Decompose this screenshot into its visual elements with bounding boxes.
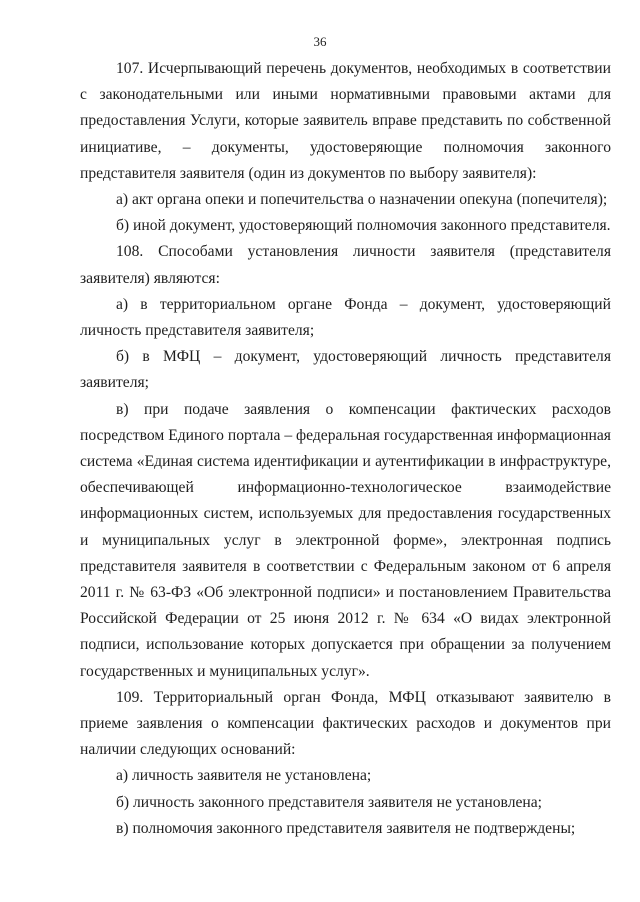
page-number: 36 (313, 34, 327, 49)
paragraph-109-item-a: а) личность заявителя не установлена; (116, 767, 372, 785)
document-body (80, 56, 611, 842)
paragraph-107-item-a: а) акт органа опеки и попечительства о назначении опекуна (попечителя); (116, 191, 608, 209)
paragraph-109-item-b: б) личность законного представителя заявителя не установлена; (116, 793, 543, 811)
paragraph-109: 109. Территориальный орган Фонда, МФЦ отказывают заявителю в приеме заявления о компенсации фактических расходов и документов при наличии следующих оснований: (80, 688, 611, 759)
paragraph-109-item-c: в) полномочия законного представителя заявителя не подтверждены; (116, 819, 576, 837)
paragraph-108-item-c: в) при подаче заявления о компенсации фактических расходов посредством Единого портала – федеральная государственная информационная система «Единая система идентификации и аутентификации в инфраструктуре, обеспечивающей информационно-технологическое взаимодействие информационных систем, используемых для предоставления государственных и муниципальных услуг в электронной форме», электронная подпись представителя заявителя в соответствии с Федеральным законом от 6 апреля 2011 г. № 63-ФЗ «Об электронной подписи» и постановлением Правительства Российской Федерации от 25 июня 2012 г. № 634 «О видах электронной подписи, использование которых допускается при обращении за получением государственных и муниципальных услуг». (80, 400, 611, 680)
paragraph-107-item-b: б) иной документ, удостоверяющий полномочия законного представителя. (116, 217, 611, 235)
paragraph-107: 107. Исчерпывающий перечень документов, необходимых в соответствии с законодательными или иными нормативными правовыми актами для предоставления Услуги, которые заявитель вправе представить по собственной инициативе, – документы, удостоверяющие полномочия законного представителя заявителя (один из документов по выбору заявителя): (80, 60, 611, 182)
paragraph-108-item-b: б) в МФЦ – документ, удостоверяющий личность представителя заявителя; (80, 348, 611, 392)
paragraph-108-item-a: а) в территориальном органе Фонда – документ, удостоверяющий личность представителя заявителя; (80, 295, 611, 340)
paragraph-108: 108. Способами установления личности заявителя (представителя заявителя) являются: (80, 243, 611, 287)
